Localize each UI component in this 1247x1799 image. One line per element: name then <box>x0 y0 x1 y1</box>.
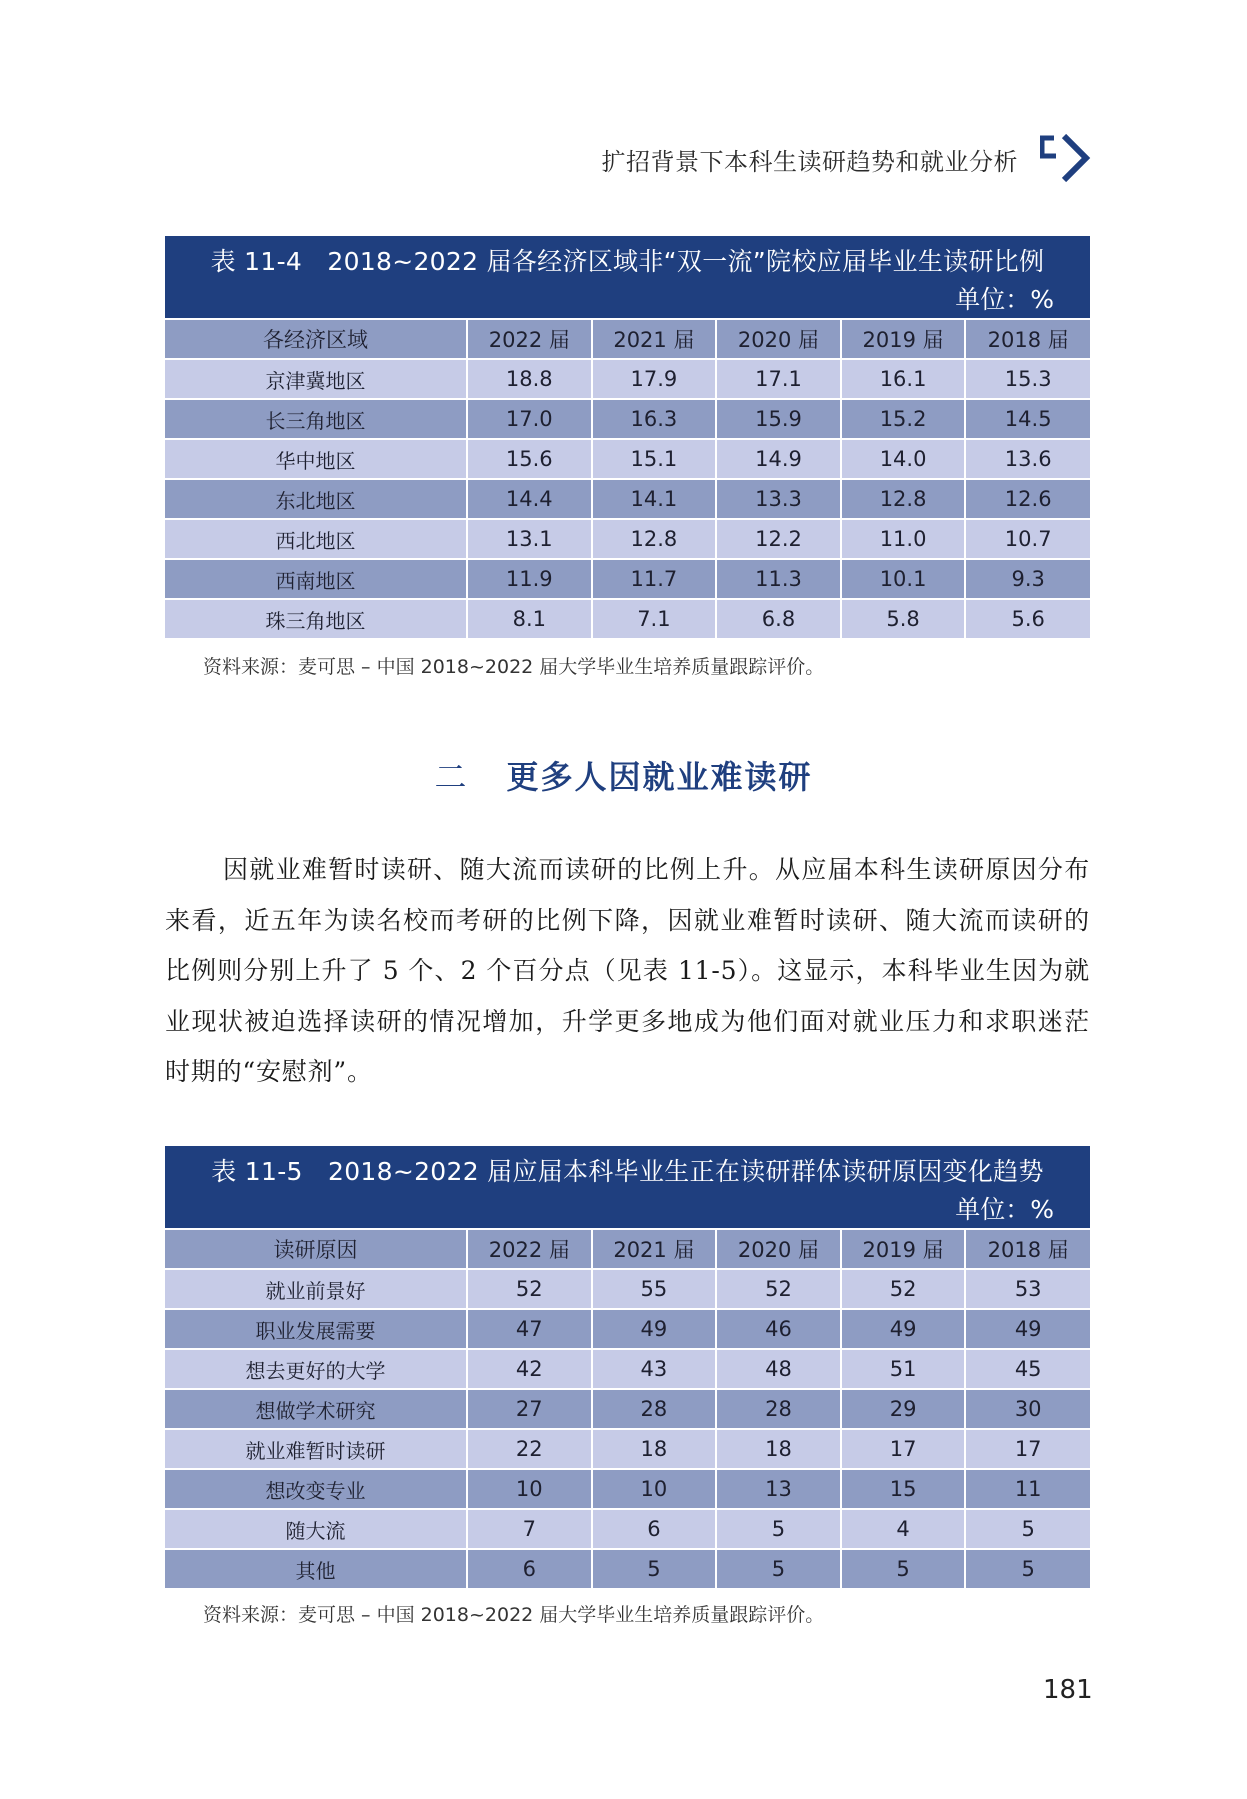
table-cell: 46 <box>716 1309 841 1349</box>
table-cell: 52 <box>716 1269 841 1309</box>
table-row <box>165 559 1090 599</box>
table-row <box>165 599 1090 639</box>
table-cell: 5 <box>965 1549 1090 1589</box>
column-header: 各经济区域 <box>165 320 467 359</box>
body-paragraph: 因就业难暂时读研、随大流而读研的比例上升。从应届本科生读研原因分布来看，近五年为读名校而考研的比例下降，因就业难暂时读研、随大流而读研的比例则分别上升了 5 个、2 个百分点（见表 11-5）。这显示，本科毕业生因为就业现状被迫选择读研的情况增加，升学更多地成为他们面对就业压力和求职迷茫时期的“安慰剂”。 <box>165 855 1090 1086</box>
row-label: 就业前景好 <box>165 1269 467 1309</box>
table-cell: 12.2 <box>716 519 841 559</box>
table-cell: 15.6 <box>467 439 592 479</box>
row-label: 随大流 <box>165 1509 467 1549</box>
table-cell: 48 <box>716 1349 841 1389</box>
table-cell: 15.2 <box>841 399 966 439</box>
table-cell: 10 <box>467 1469 592 1509</box>
page-number: 181 <box>1043 1675 1093 1705</box>
table-cell: 49 <box>592 1309 717 1349</box>
table-cell: 15 <box>841 1469 966 1509</box>
table-row <box>165 1469 1090 1509</box>
table-unit: 单位：% <box>955 285 1054 314</box>
row-label: 京津冀地区 <box>165 359 467 399</box>
table-cell: 11.7 <box>592 559 717 599</box>
table-row <box>165 1509 1090 1549</box>
table-cell: 55 <box>592 1269 717 1309</box>
table-cell: 45 <box>965 1349 1090 1389</box>
table-cell: 5 <box>716 1549 841 1589</box>
table-cell: 5 <box>716 1509 841 1549</box>
table-title: 表 11-5 2018~2022 届应届本科毕业生正在读研群体读研原因变化趋势 <box>211 1157 1044 1186</box>
table-cell: 17.0 <box>467 399 592 439</box>
table-cell: 30 <box>965 1389 1090 1429</box>
table-cell: 10 <box>592 1469 717 1509</box>
table-cell: 13 <box>716 1469 841 1509</box>
table-cell: 7.1 <box>592 599 717 639</box>
table-cell: 5.6 <box>965 599 1090 639</box>
row-label: 西南地区 <box>165 559 467 599</box>
column-header: 2022 届 <box>467 320 592 359</box>
table-title-bar <box>165 1146 1090 1230</box>
column-header: 2019 届 <box>841 1230 966 1269</box>
section-number: 二 <box>434 758 469 796</box>
table-cell: 16.1 <box>841 359 966 399</box>
table-cell: 12.8 <box>841 479 966 519</box>
table-cell: 17 <box>965 1429 1090 1469</box>
row-label: 职业发展需要 <box>165 1309 467 1349</box>
table-header-row <box>165 1230 1090 1269</box>
table-cell: 9.3 <box>965 559 1090 599</box>
table-cell: 27 <box>467 1389 592 1429</box>
table-cell: 16.3 <box>592 399 717 439</box>
table-cell: 29 <box>841 1389 966 1429</box>
section-title: 更多人因就业难读研 <box>506 758 813 796</box>
row-label: 想做学术研究 <box>165 1389 467 1429</box>
table-title: 表 11-4 2018~2022 届各经济区域非“双一流”院校应届毕业生读研比例 <box>210 247 1045 276</box>
chapter-mark-icon <box>1040 134 1096 182</box>
table-cell: 12.8 <box>592 519 717 559</box>
table-11-5 <box>165 1146 1090 1590</box>
table-cell: 17.1 <box>716 359 841 399</box>
row-label: 长三角地区 <box>165 399 467 439</box>
table-cell: 14.4 <box>467 479 592 519</box>
table-cell: 18 <box>592 1429 717 1469</box>
table-cell: 28 <box>716 1389 841 1429</box>
table-cell: 13.3 <box>716 479 841 519</box>
table-row <box>165 1349 1090 1389</box>
table-cell: 11.0 <box>841 519 966 559</box>
section-heading <box>0 752 1247 798</box>
row-label: 想改变专业 <box>165 1469 467 1509</box>
row-label: 东北地区 <box>165 479 467 519</box>
table-cell: 14.1 <box>592 479 717 519</box>
table-cell: 18.8 <box>467 359 592 399</box>
table-cell: 47 <box>467 1309 592 1349</box>
table-cell: 52 <box>467 1269 592 1309</box>
table-cell: 49 <box>841 1309 966 1349</box>
row-label: 西北地区 <box>165 519 467 559</box>
table-cell: 14.9 <box>716 439 841 479</box>
table-cell: 15.3 <box>965 359 1090 399</box>
table-row <box>165 519 1090 559</box>
table-cell: 43 <box>592 1349 717 1389</box>
table-cell: 5 <box>841 1549 966 1589</box>
table-title-bar <box>165 236 1090 320</box>
table-cell: 5 <box>965 1509 1090 1549</box>
table-cell: 6 <box>592 1509 717 1549</box>
table-row <box>165 1429 1090 1469</box>
row-label: 华中地区 <box>165 439 467 479</box>
row-label: 其他 <box>165 1549 467 1589</box>
table-cell: 6 <box>467 1549 592 1589</box>
table-row <box>165 439 1090 479</box>
table-row <box>165 1389 1090 1429</box>
table-cell: 5.8 <box>841 599 966 639</box>
table-cell: 14.5 <box>965 399 1090 439</box>
table-cell: 7 <box>467 1509 592 1549</box>
data-table <box>165 320 1090 640</box>
column-header: 2022 届 <box>467 1230 592 1269</box>
table-cell: 13.6 <box>965 439 1090 479</box>
table-unit: 单位：% <box>955 1195 1054 1224</box>
column-header: 2020 届 <box>716 320 841 359</box>
table-cell: 12.6 <box>965 479 1090 519</box>
table-cell: 17 <box>841 1429 966 1469</box>
table-cell: 15.9 <box>716 399 841 439</box>
table-cell: 53 <box>965 1269 1090 1309</box>
table-cell: 11 <box>965 1469 1090 1509</box>
table-cell: 52 <box>841 1269 966 1309</box>
table-cell: 14.0 <box>841 439 966 479</box>
table-cell: 18 <box>716 1429 841 1469</box>
data-table <box>165 1230 1090 1590</box>
column-header: 2018 届 <box>965 320 1090 359</box>
table-cell: 5 <box>592 1549 717 1589</box>
row-label: 想去更好的大学 <box>165 1349 467 1389</box>
column-header: 读研原因 <box>165 1230 467 1269</box>
table-row <box>165 1269 1090 1309</box>
table-row <box>165 399 1090 439</box>
source-note: 资料来源：麦可思 – 中国 2018~2022 届大学毕业生培养质量跟踪评价。 <box>203 1604 825 1626</box>
table-11-4 <box>165 236 1090 640</box>
table-row <box>165 359 1090 399</box>
table-cell: 11.3 <box>716 559 841 599</box>
table-cell: 28 <box>592 1389 717 1429</box>
table-cell: 10.1 <box>841 559 966 599</box>
table-cell: 6.8 <box>716 599 841 639</box>
table-cell: 49 <box>965 1309 1090 1349</box>
table-cell: 11.9 <box>467 559 592 599</box>
row-label: 就业难暂时读研 <box>165 1429 467 1469</box>
table-cell: 51 <box>841 1349 966 1389</box>
row-label: 珠三角地区 <box>165 599 467 639</box>
column-header: 2021 届 <box>592 1230 717 1269</box>
table-cell: 22 <box>467 1429 592 1469</box>
table-cell: 15.1 <box>592 439 717 479</box>
table-cell: 4 <box>841 1509 966 1549</box>
table-cell: 42 <box>467 1349 592 1389</box>
table-header-row <box>165 320 1090 359</box>
column-header: 2018 届 <box>965 1230 1090 1269</box>
table-cell: 17.9 <box>592 359 717 399</box>
table-cell: 8.1 <box>467 599 592 639</box>
source-note: 资料来源：麦可思 – 中国 2018~2022 届大学毕业生培养质量跟踪评价。 <box>203 656 825 678</box>
table-row <box>165 1549 1090 1589</box>
table-cell: 10.7 <box>965 519 1090 559</box>
column-header: 2021 届 <box>592 320 717 359</box>
column-header: 2020 届 <box>716 1230 841 1269</box>
table-cell: 13.1 <box>467 519 592 559</box>
running-header: 扩招背景下本科生读研趋势和就业分析 <box>601 148 1018 176</box>
table-row <box>165 479 1090 519</box>
column-header: 2019 届 <box>841 320 966 359</box>
table-row <box>165 1309 1090 1349</box>
